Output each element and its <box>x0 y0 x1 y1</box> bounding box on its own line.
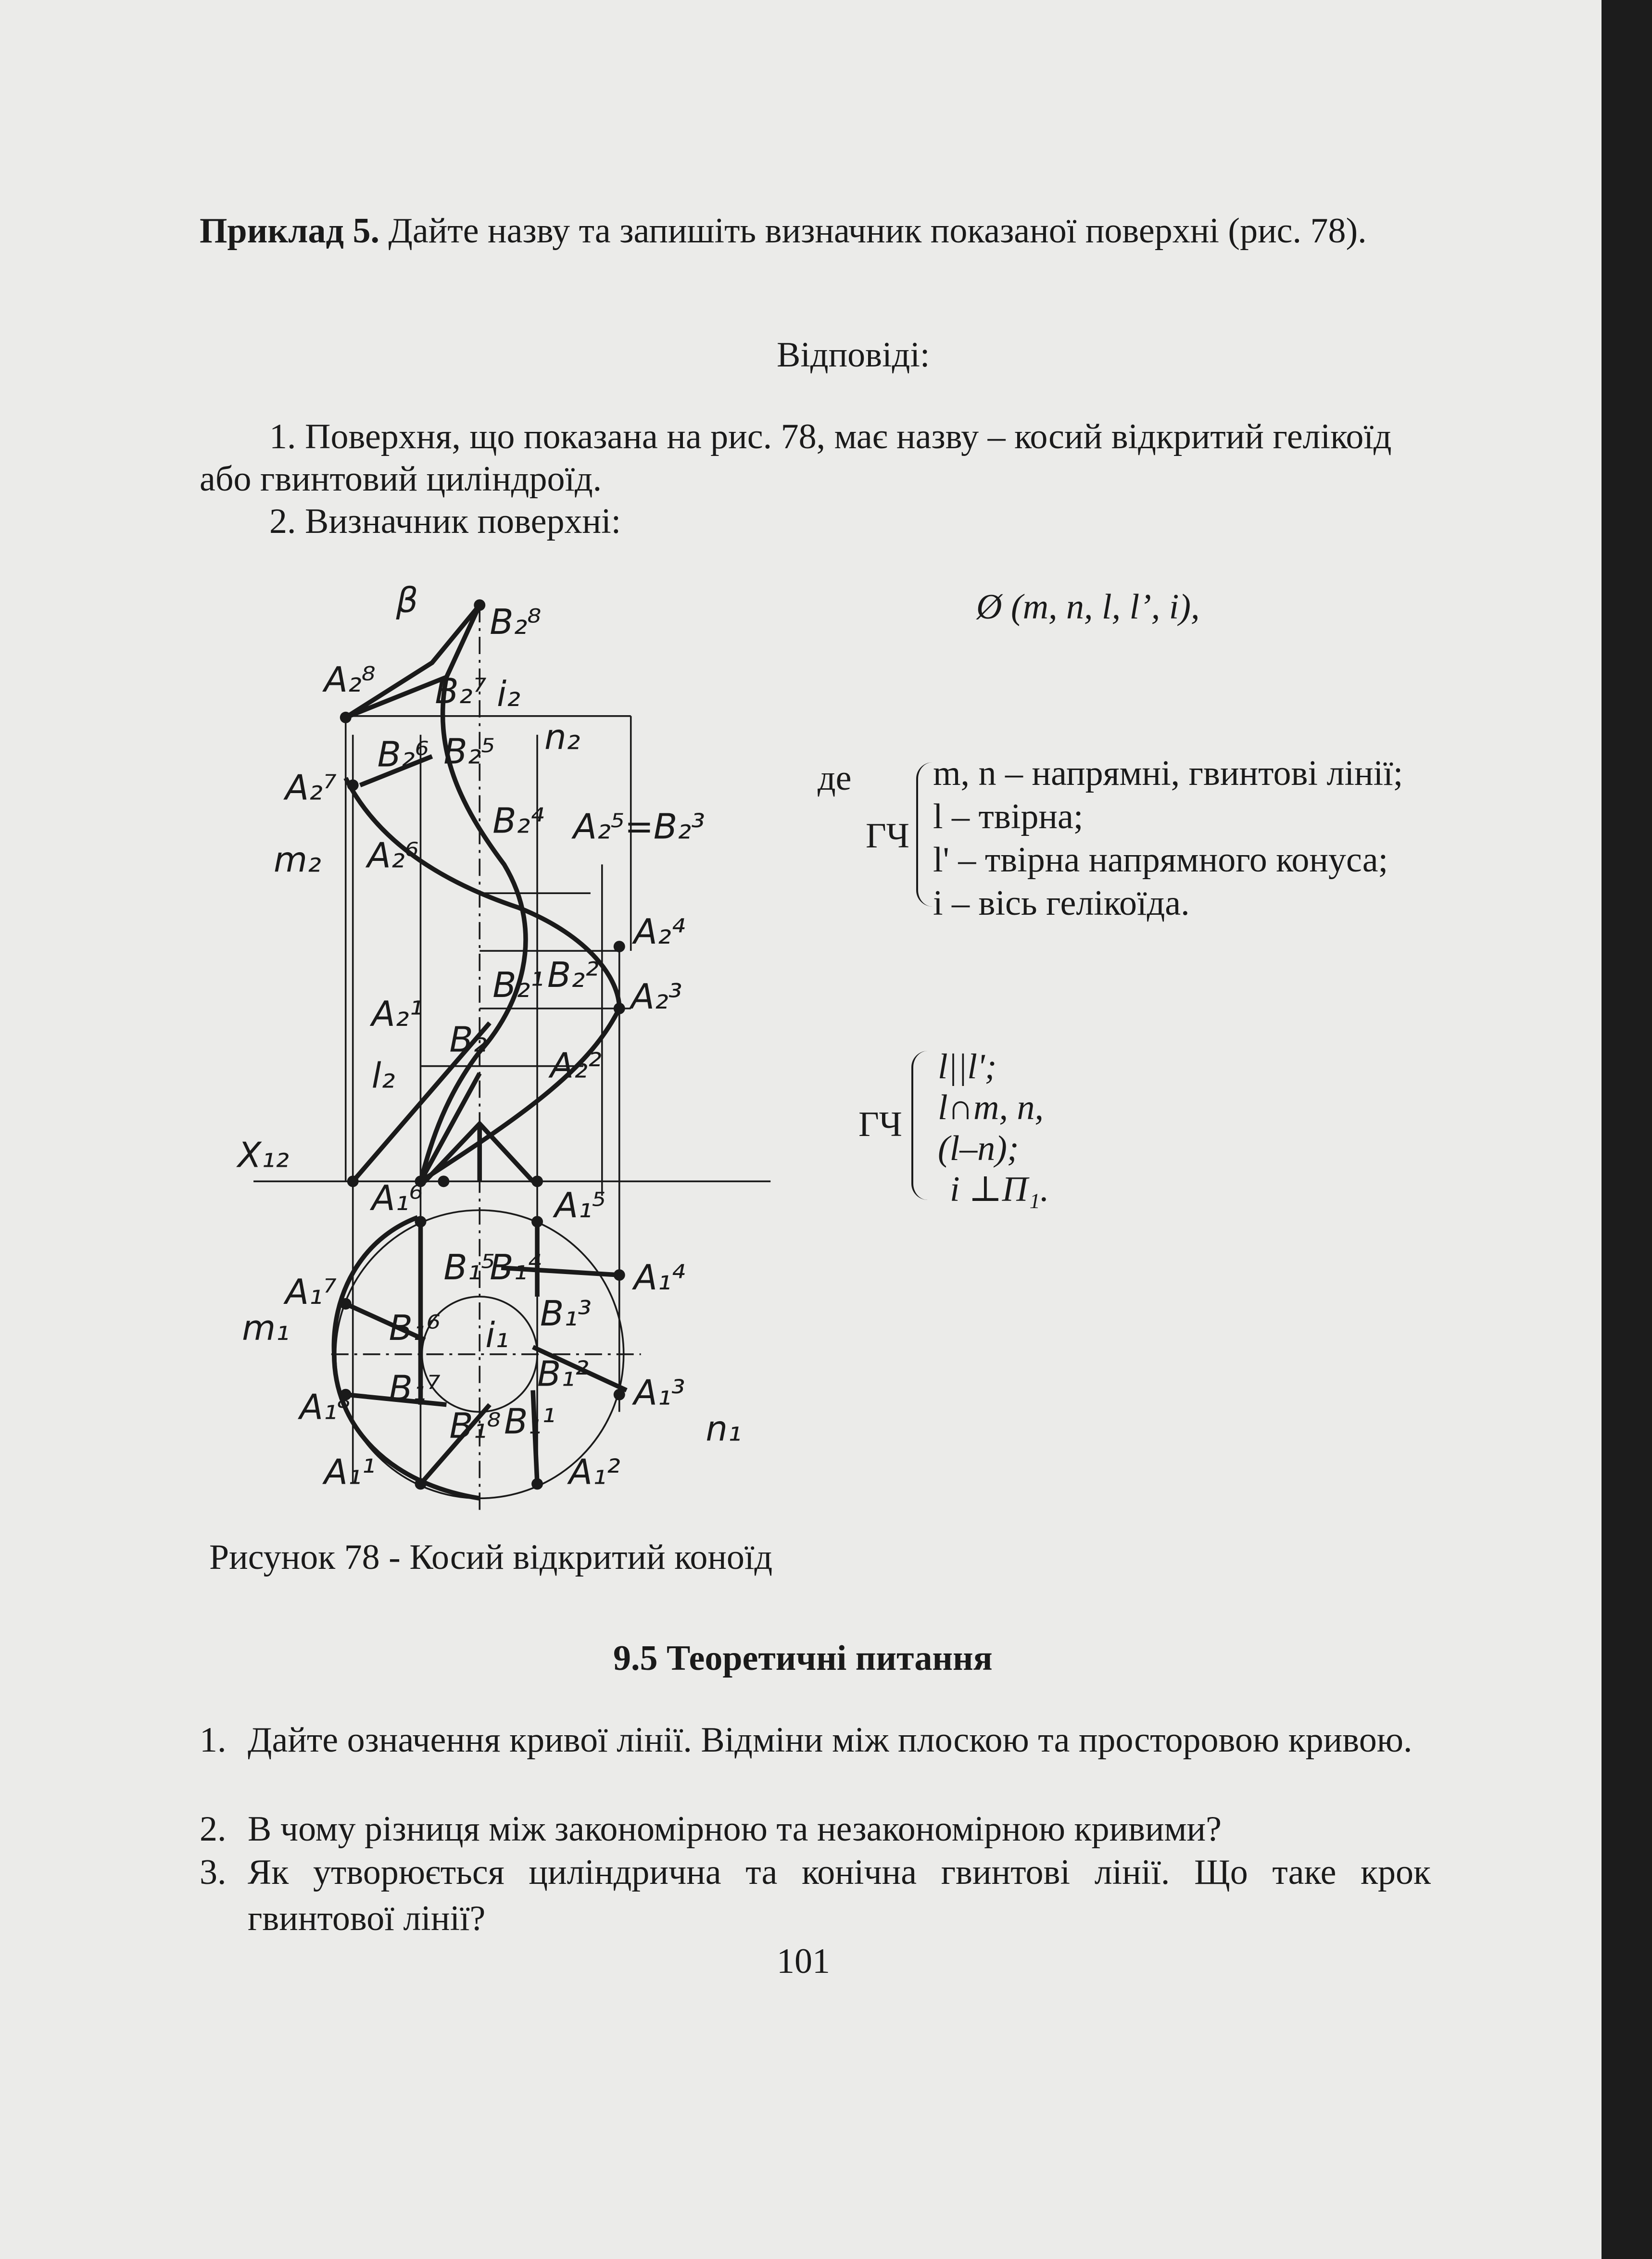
gch-2-item-4: i ⊥Π₁. <box>950 1170 1049 1209</box>
question-1 <box>200 1717 1431 1763</box>
question-3 <box>200 1849 1431 1942</box>
gch-1-item-1: m, n – напрямні, гвинтові лінії; <box>933 754 1403 793</box>
label-B2: B₂ <box>449 1019 487 1060</box>
label-B1-8: B₁⁸ <box>449 1405 501 1446</box>
page-number: 101 <box>777 1942 830 1981</box>
label-A1-5: A₁⁵ <box>554 1185 606 1226</box>
label-B1-2: B₁² <box>537 1353 589 1394</box>
gch-2-item-2: l∩m, n, <box>938 1088 1044 1127</box>
label-B2-6: B₂⁶ <box>377 734 429 775</box>
label-B1-1: B₁¹ <box>504 1401 556 1442</box>
label-i1: i₁ <box>485 1314 509 1355</box>
label-A2-8: A₂⁸ <box>324 659 376 700</box>
question-3-text: Як утворюється циліндрична та конічна гвинтові лінії. Що таке крок гвинтової лінії? <box>248 1853 1431 1938</box>
question-2-number: 2. <box>200 1809 227 1849</box>
gch-1-item-3: l' – твірна напрямного конуса; <box>933 840 1388 880</box>
label-B1-4: B₁⁴ <box>490 1247 542 1288</box>
label-A2-4: A₂⁴ <box>633 911 685 952</box>
label-B2-2: B₂² <box>547 954 599 995</box>
label-A1-3: A₁³ <box>633 1372 685 1413</box>
label-m1: m₁ <box>242 1307 290 1348</box>
section-title: 9.5 Теоретичні питання <box>613 1639 993 1678</box>
gch-2-label: ГЧ <box>858 1105 902 1144</box>
example-label: Приклад 5. <box>200 211 379 251</box>
label-B1-5: B₁⁵ <box>443 1247 495 1288</box>
label-A2-1: A₂¹ <box>371 993 423 1034</box>
label-B2-7: B₂⁷ <box>435 670 487 711</box>
where-label: де <box>818 758 852 798</box>
question-1-number: 1. <box>200 1720 227 1760</box>
question-3-number: 3. <box>200 1853 227 1892</box>
label-A2-7: A₂⁷ <box>285 767 337 808</box>
gch-1-item-4: i – вісь гелікоїда. <box>933 883 1190 923</box>
example-text: Дайте назву та запишіть визначник показаної поверхні (рис. 78). <box>388 211 1367 251</box>
answer-2: 2. Визначник поверхні: <box>269 502 621 541</box>
gch-1-label: ГЧ <box>866 816 909 856</box>
label-n2: n₂ <box>544 717 580 757</box>
answer-1-line-2: або гвинтовий циліндроїд. <box>200 459 602 499</box>
label-A1-1: A₁¹ <box>324 1451 376 1492</box>
label-B1-7: B₁⁷ <box>389 1368 441 1409</box>
label-B2-4: B₂⁴ <box>492 800 544 841</box>
label-B2-8: B₂⁸ <box>490 602 542 643</box>
gch-2-item-3: (l–n); <box>938 1129 1019 1168</box>
label-l2: l₂ <box>371 1055 395 1096</box>
label-A1-6: A₁⁶ <box>371 1178 423 1219</box>
label-A1-7: A₁⁷ <box>285 1271 337 1312</box>
label-i2: i₂ <box>497 673 520 714</box>
label-X12: X₁₂ <box>238 1135 289 1175</box>
label-B2-1: B₂¹ <box>492 964 544 1005</box>
label-B1-3: B₁³ <box>540 1293 592 1334</box>
label-beta: β <box>396 580 418 621</box>
figure-caption: Рисунок 78 - Косий відкритий коноїд <box>209 1538 773 1577</box>
label-B1-6: B₁⁶ <box>389 1307 441 1348</box>
question-2-text: В чому різниця між закономірною та незакономірною кривими? <box>248 1809 1222 1849</box>
label-A2-2: A₂² <box>550 1045 602 1086</box>
label-n1: n₁ <box>706 1408 742 1449</box>
determinant-formula: Ø (m, n, l, l’, i), <box>976 587 1200 627</box>
question-1-text: Дайте означення кривої лінії. Відміни між плоскою та просторовою кривою. <box>248 1720 1412 1760</box>
answers-heading: Відповіді: <box>777 335 930 375</box>
label-A1-4: A₁⁴ <box>633 1257 685 1298</box>
gch-1-item-2: l – твірна; <box>933 797 1084 836</box>
label-A2-6: A₂⁶ <box>367 835 419 876</box>
label-B2-5: B₂⁵ <box>443 731 495 772</box>
label-A2-3: A₂³ <box>631 976 682 1017</box>
answer-1-line-1: 1. Поверхня, що показана на рис. 78, має назву – косий відкритий гелікоїд <box>269 417 1392 456</box>
question-2 <box>200 1806 1431 1852</box>
label-A2-5-B2-3: A₂⁵=B₂³ <box>573 806 705 847</box>
label-A1-8: A₁⁸ <box>299 1387 351 1427</box>
label-m2: m₂ <box>274 839 321 880</box>
gch-2-item-1: l||l'; <box>938 1047 997 1086</box>
label-A1-2: A₁² <box>568 1451 620 1492</box>
